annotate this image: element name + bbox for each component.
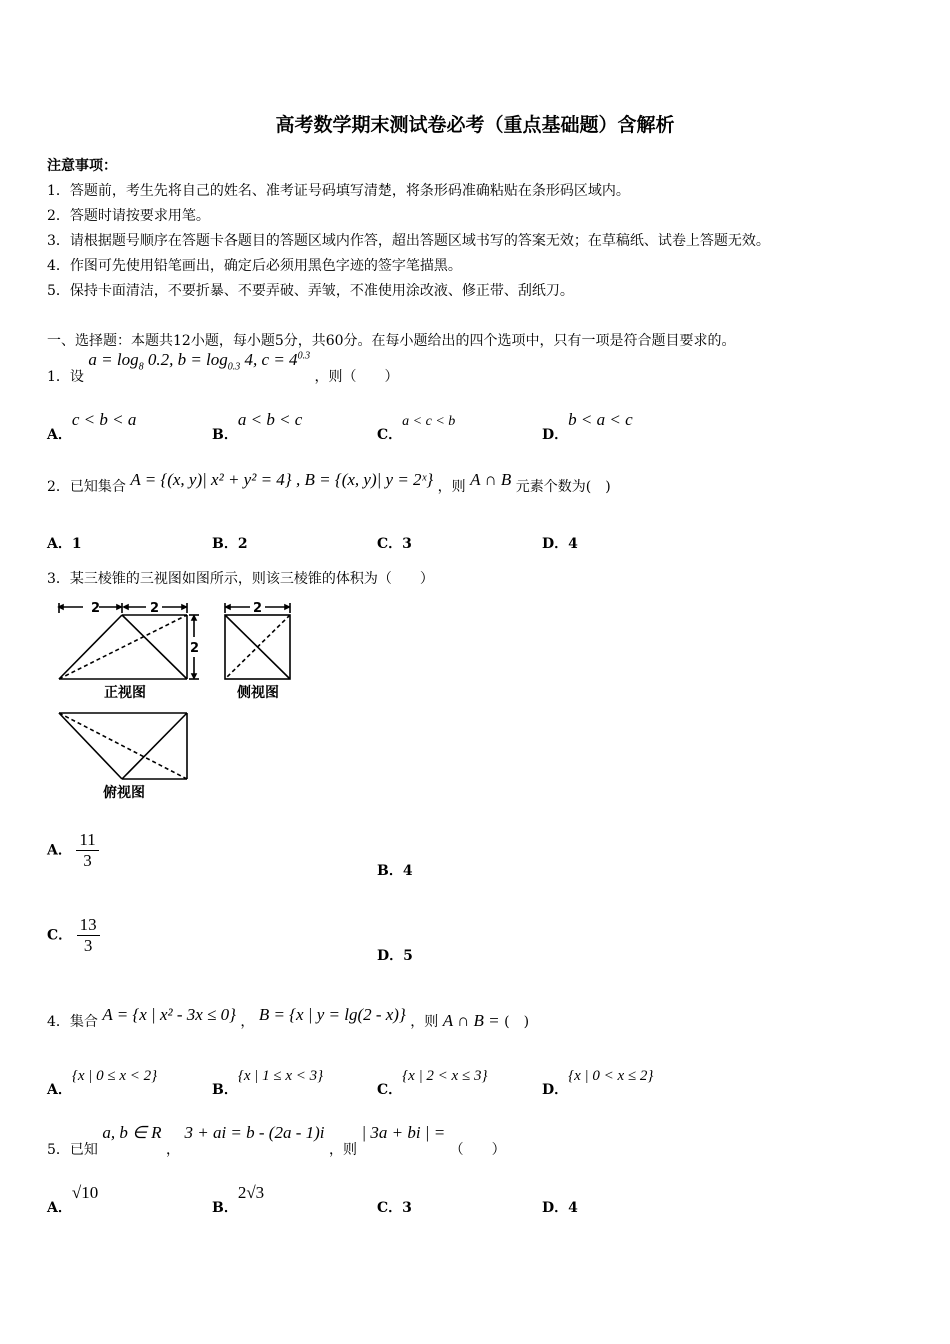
q4-suffix: ( ) — [504, 1014, 530, 1030]
fraction-13-3: $\frac{13}{3}$ — [77, 915, 100, 956]
q4-set-b: B = {x | y = lg(2 - x)} — [258, 1005, 406, 1024]
question-2 — [47, 470, 611, 495]
q4-intersection: A ∩ B = — [442, 1011, 500, 1030]
q3-option-a[interactable]: A． $\frac{11}{3}$ — [47, 830, 99, 871]
front-dim-left: 2 — [91, 601, 101, 616]
q5-sep: ， — [166, 1142, 181, 1158]
q3-option-d[interactable]: D．5 — [377, 948, 413, 964]
note-item-5: 5．保持卡面清洁，不要折暴、不要弄破、弄皱，不准使用涂改液、修正带、刮纸刀。 — [47, 283, 574, 299]
q4-set-a: A = {x | x² - 3x ≤ 0} — [102, 1005, 236, 1024]
q2-option-d[interactable]: D．4 — [542, 536, 578, 552]
section-heading: 一、选择题：本题共12小题，每小题5分，共60分。在每小题给出的四个选项中，只有一项是符合题目要求的。 — [47, 333, 736, 349]
q2-prefix: 2．已知集合 — [47, 479, 126, 495]
q5-condition-1: a, b ∈ R — [102, 1123, 162, 1142]
q5-suffix: （ ） — [449, 1142, 506, 1158]
q3-option-b[interactable]: B．4 — [377, 863, 413, 879]
q2-set-a: A = {(x, y)| x² + y² = 4} — [130, 470, 292, 489]
q5-condition-2: 3 + ai = b - (2a - 1)i — [184, 1123, 325, 1142]
q4-option-d[interactable]: D．{x | 0 < x ≤ 2} — [542, 1068, 654, 1098]
q4-mid: ，则 — [410, 1014, 439, 1030]
side-dim: 2 — [253, 601, 263, 616]
question-3: 3．某三棱锥的三视图如图所示，则该三棱锥的体积为（ ） — [47, 571, 434, 587]
q2-option-c[interactable]: C．3 — [377, 536, 412, 552]
notes-heading: 注意事项： — [47, 158, 117, 174]
front-view-label: 正视图 — [104, 685, 146, 701]
q2-option-b[interactable]: B．2 — [212, 536, 248, 552]
note-item-2: 2．答题时请按要求用笔。 — [47, 208, 210, 224]
q2-option-a[interactable]: A．1 — [47, 536, 82, 552]
side-view-label: 侧视图 — [237, 685, 279, 701]
q5-option-d[interactable]: D．4 — [542, 1200, 578, 1216]
q1-suffix: ，则（ ） — [314, 369, 399, 385]
question-5 — [47, 1123, 506, 1158]
question-1 — [47, 350, 399, 385]
q1-option-b[interactable]: B．a < b < c — [212, 410, 303, 443]
q3-option-c[interactable]: C． $\frac{13}{3}$ — [47, 915, 100, 956]
q4-option-c[interactable]: C．{x | 2 < x ≤ 3} — [377, 1068, 488, 1098]
q2-mid: ，则 — [437, 479, 466, 495]
front-view — [59, 603, 199, 679]
q5-prefix: 5．已知 — [47, 1142, 98, 1158]
q4-option-b[interactable]: B．{x | 1 ≤ x < 3} — [212, 1068, 324, 1098]
page-title: 高考数学期末测试卷必考（重点基础题）含解析 — [275, 114, 675, 136]
q2-set-b: , B = {(x, y)| y = 2ˣ} — [296, 470, 434, 489]
note-item-1: 1．答题前，考生先将自己的姓名、准考证号码填写清楚，将条形码准确粘贴在条形码区域内。 — [47, 183, 630, 199]
note-item-3: 3．请根据题号顺序在答题卡各题目的答题区域内作答，超出答题区域书写的答案无效；在草稿纸、试卷上答题无效。 — [47, 233, 770, 249]
front-dim-height: 2 — [190, 641, 200, 656]
q5-option-b[interactable]: B．2√3 — [212, 1183, 265, 1216]
three-view-figure — [47, 595, 307, 805]
top-view-label: 俯视图 — [103, 785, 145, 801]
q5-modulus: | 3a + bi | = — [361, 1123, 446, 1142]
q2-suffix: 元素个数为( ) — [515, 479, 611, 495]
q5-mid: ，则 — [328, 1142, 357, 1158]
q1-prefix: 1．设 — [47, 369, 84, 385]
q1-expression: $a = \log_8 0.2$, $b = \log_{0.3} 4$, $c = 4^{0.3}$ — [88, 350, 311, 373]
q5-option-c[interactable]: C．3 — [377, 1200, 412, 1216]
q2-intersection: A ∩ B — [470, 470, 512, 489]
question-4 — [47, 1005, 530, 1030]
note-item-4: 4．作图可先使用铅笔画出，确定后必须用黑色字迹的签字笔描黑。 — [47, 258, 462, 274]
q4-sep: ， — [240, 1014, 255, 1030]
q1-option-c[interactable]: C．a < c < b — [377, 414, 456, 443]
top-view — [59, 713, 187, 779]
q1-option-d[interactable]: D．b < a < c — [542, 410, 633, 443]
q4-prefix: 4．集合 — [47, 1014, 98, 1030]
q5-option-a[interactable]: A．√10 — [47, 1183, 99, 1216]
q1-option-a[interactable]: A．c < b < a — [47, 410, 137, 443]
front-dim-right: 2 — [150, 601, 160, 616]
q4-option-a[interactable]: A．{x | 0 ≤ x < 2} — [47, 1068, 158, 1098]
fraction-11-3: $\frac{11}{3}$ — [76, 830, 98, 871]
